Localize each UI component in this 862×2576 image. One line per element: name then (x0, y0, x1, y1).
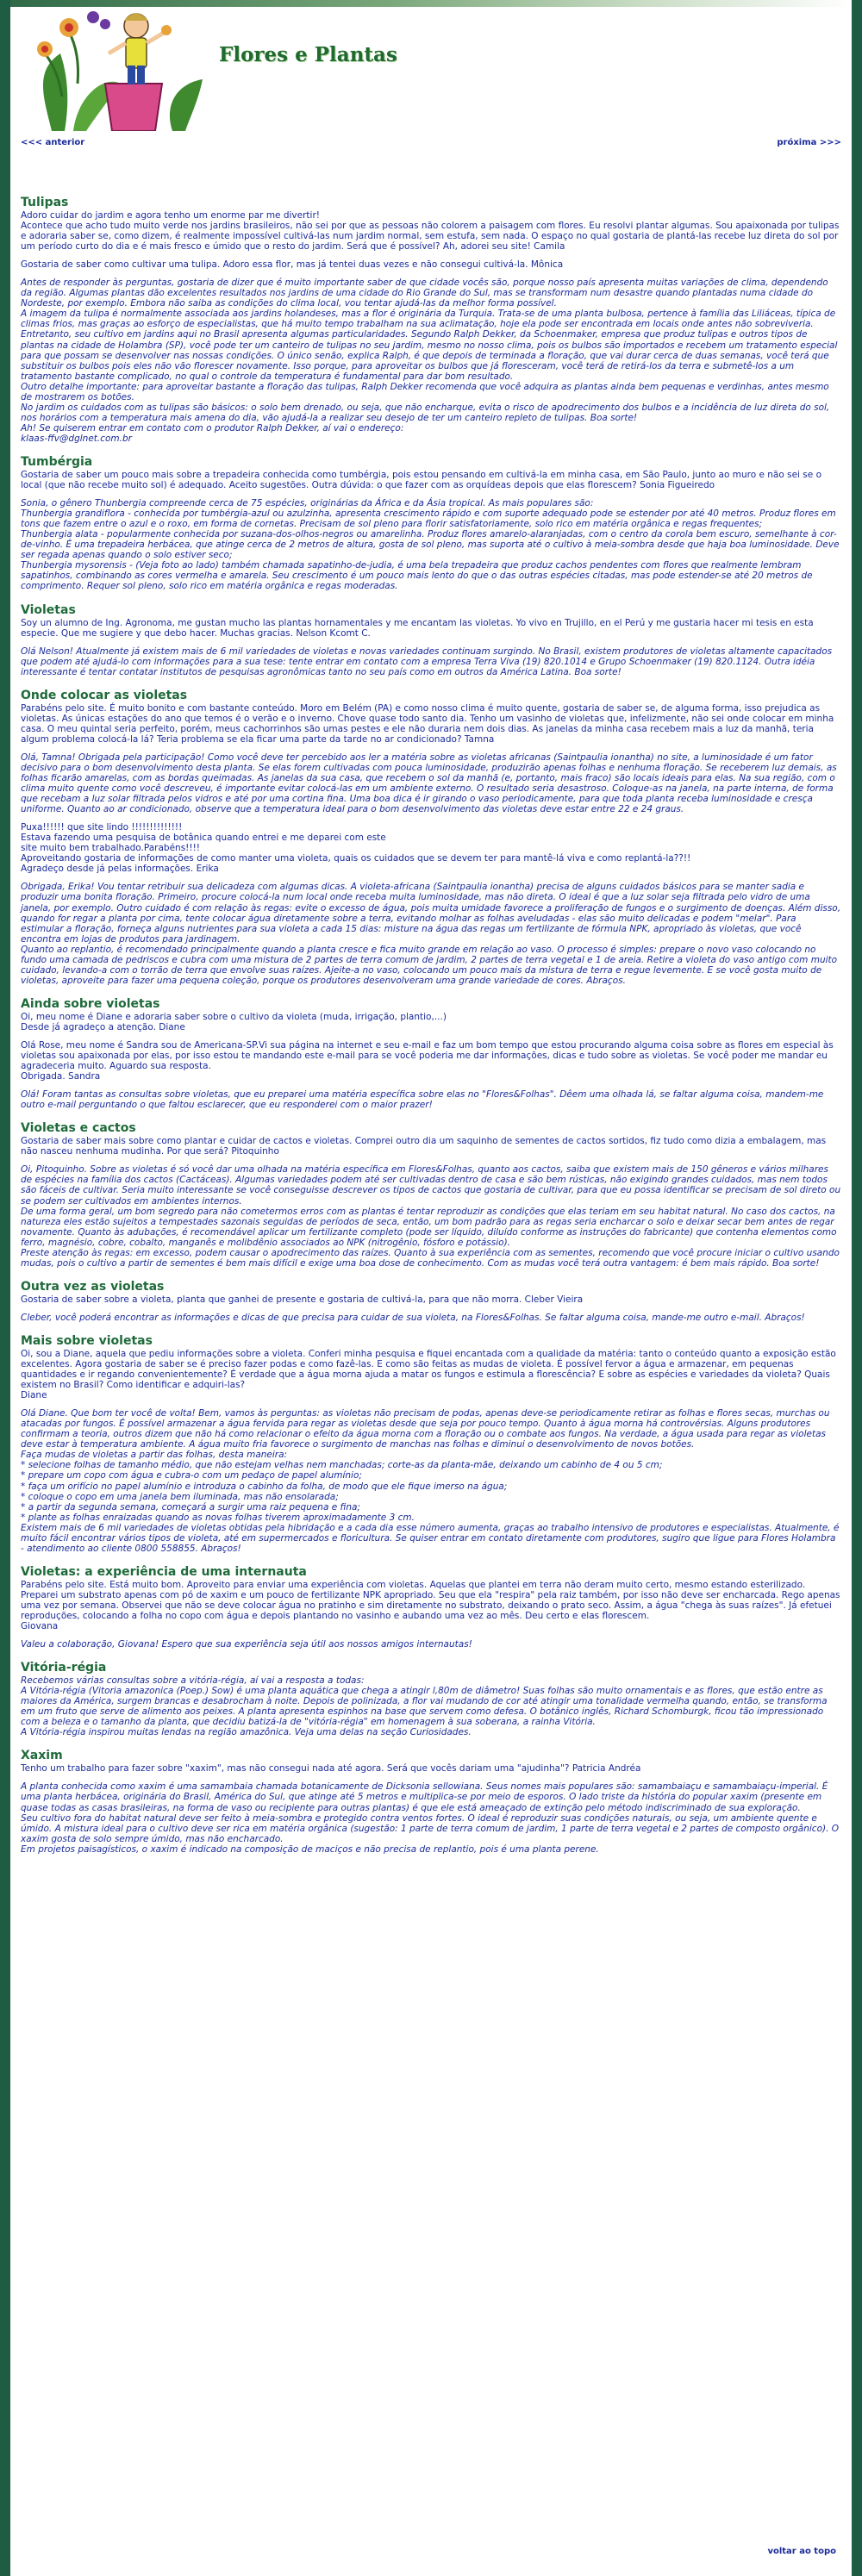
section-title: Xaxim (21, 1749, 63, 1763)
faq-section (21, 1281, 841, 1323)
faq-section (21, 604, 841, 677)
section-title: Tulipas (21, 196, 69, 209)
editor-answer: A planta conhecida como xaxim é uma samambaia chamada botanicamente de Dicksonia sellowiana. Seus nomes mais populares são: samambaiaçu e samambaiaçu-imperial. É uma planta herbácea, originária do Brasil, América do Sul, que atinge até 5 metros e multiplica-se por meio de esporos. O lado triste da história do popular xaxim (presente em quase todas as casas brasileiras, na forma de vaso ou recipiente para outras plantas) é que ele está ameaçado de extinção pelo método indiscriminado de sua exploração. Seu cultivo fora do habitat natural deve ser feito à meia-sombra e protegido contra ventos fortes. O ideal é reproduzir suas condições naturais, ou seja, um ambiente quente e úmido. A mistura ideal para o cultivo deve ser rica em matéria orgânica (sugestão: 1 parte de terra comum de jardim, 1 parte de terra vegetal e 2 partes de composto orgânico). O xaxim gosta de solo sempre úmido, mas não encharcado. Em projetos paisagísticos, o xaxim é indicado na composição de maciços e não precisa de replantio, pois é uma planta perene. (21, 1781, 840, 1855)
section-title: Violetas e cactos (21, 1121, 136, 1136)
editor-answer: Olá, Tamna! Obrigada pela participação! Como você deve ter percebido aos ler a matéria sobre as violetas africanas (Saintpaulia ionantha) no site, a luminosidade é um fator decisivo para o bom desenvolvimento desta planta. Se elas forem cultivadas com pouca luminosidade, produzirão apenas folhas e nenhuma floração. Se receberem luz demais, as folhas ficarão amarelas, com as bordas queimadas. As janelas da sua casa, que recebem o sol da manhã (e, portanto, mais fraco) são locais ideais para elas. Na sua região, com o clima muito quente como você descreveu, é importante evitar colocá-las em um ambiente externo. O resultado seria desastroso. Coloque-as na janela, na parte interna, de forma que recebam a luz solar filtrada pelos vidros e até por uma cortina fina. Uma boa dica é ir girando o vaso periodicamente, para que toda planta receba luminosidade e cresça uniforme. Quanto ao ar condicionado, observe que a temperatura ideal para o bom desenvolvimento das violetas deve estar entre 22 e 24 graus. (21, 752, 837, 815)
reader-question: Gostaria de saber sobre a violeta, planta que ganhei de presente e gostaria de cultivá-la, para que não morra. Cleber Vieira (21, 1294, 584, 1305)
next-link[interactable]: próxima >>> (777, 138, 841, 147)
faq-section (21, 1335, 841, 1554)
editor-answer: Oi, Pitoquinho. Sobre as violetas é só você dar uma olhada na matéria específica em Flores&Folhas, quanto aos cactos, saiba que existem mais de 150 gêneros e vários milhares de espécies na família dos cactos (Cactáceas). Algumas variedades podem até ser cultivadas dentro de casa e são bem rústicas, não exigindo grandes cuidados, mas nem todos são fáceis de cultivar. Seria muito interessante se você conseguisse descrever os tipos de cactos que gostaria de cultivar, para que eu possa identificar se precisam de sol direto ou se podem ser cultivados em ambientes internos. De uma forma geral, um bom segredo para não cometermos erros com as plantas é tentar reproduzir as condições que elas teriam em seu habitat natural. No caso dos cactos, na natureza eles estão sujeitos a tempestades sazonais seguidas de períodos de seca, então, um bom padrão para as regas seria encharcar o solo e deixar secar bem antes de regar novamente. Quanto às adubações, é recomendável aplicar um fertilizante completo (pode ser líquido, diluído conforme as instruções do fabricante) que contenha elementos como ferro, magnésio, cobre, cobalto, manganês e molibdênio associados ao NPK (nitrogênio, fósforo e potássio). Preste atenção às regas: em excesso, podem causar o apodrecimento das raízes. Quanto à sua experiência com as sementes, recomendo que você procure iniciar o cultivo usando mudas, pois o cultivo a partir de sementes é bem mais difícil e exige uma boa dose de conhecimento. Com as mudas você terá outra vantagem: é bem mais rápido. Boa sorte! (21, 1164, 841, 1269)
back-to-top-link[interactable]: voltar ao topo (767, 2547, 836, 2556)
reader-question: Adoro cuidar do jardim e agora tenho um enorme par me divertir! Acontece que acho tudo muito verde nos jardins brasileiros, não sei por que as pessoas não colorem a paisagem com flores. Eu resolvi plantar algumas. Sou apaixonada por tulipas e adoraria saber se, como dizem, é realmente impossível cultivá-las num jardim normal, sem estufa, sem nada. O espaço no qual gostaria de plantá-las recebe luz direta do sol por um período curto do dia e é mais fresco e úmido que o resto do jardim. Será que é possível? Ah, adorei seu site! Camila (21, 210, 840, 253)
reader-question: Puxa!!!!!! que site lindo !!!!!!!!!!!!!! Estava fazendo uma pesquisa de botânica quando entrei e me deparei com este site muito bem trabalhado.Parabéns!!!! Aproveitando gostaria de informações de como manter uma violeta, quais os cuidados que se devem ter para mantê-lá viva e como replantá-la??!! Agradeço desde já pelas informações. Erika (21, 822, 691, 875)
faq-section (21, 1662, 841, 1737)
faq-content (21, 196, 841, 1867)
reader-question: Gostaria de saber como cultivar uma tulipa. Adoro essa flor, mas já tentei duas vezes e não consegui cultivá-la. Mônica (21, 259, 564, 271)
header (10, 0, 852, 131)
page (10, 0, 852, 2576)
reader-question: Parabéns pelo site. É muito bonito e com bastante conteúdo. Moro em Belém (PA) e como nosso clima é muito quente, gostaria de saber se, de alguma forma, isso prejudica as violetas. As únicas estações do ano que temos é o verão e o inverno. Chove quase todo santo dia. Tenho um vasinho de violetas que, infelizmente, não sei onde colocar em minha casa. O meu quintal seria perfeito, porém, meus cachorrinhos são umas pestes e ele não duraria nem dois dias. As janelas da minha casa recebem mais a luz da manhã, teria algum problema colocá-la lá? Teria problema se ela ficar uma parte da tarde no ar condicionado? Tamna (21, 702, 834, 745)
faq-section (21, 1122, 841, 1269)
editor-answer: Olá Diane. Que bom ter você de volta! Bem, vamos às perguntas: as violetas não precisam de podas, apenas deve-se periodicamente retirar as folhas e flores secas, murchas ou atacadas por fungos. É possível armazenar a água fervida para regar as violetas desde que seja por pouco tempo. Quanto à água morna há controvérsias. Alguns produtores confirmam a teoria, outros dizem que não há como relacionar o efeito da água morna com a floração ou o combate aos fungos. Na verdade, a água usada para regar as violetas deve estar à temperatura ambiente. A água muito fria favorece o surgimento de manchas nas folhas e diminui o desenvolvimento de novos botões. Faça mudas de violetas a partir das folhas, desta maneira: * selecione folhas de tamanho médio, que não estejam velhas nem manchadas; corte-as da planta-mãe, deixando um cabinho de 4 ou 5 cm; * prepare um copo com água e cubra-o com um pedaço de papel alumínio; * faça um orifício no papel alumínio e introduza o cabinho da folha, de modo que ele fique imerso na água; * coloque o copo em uma janela bem iluminada, mas não ensolarada; * a partir da segunda semana, começará a surgir uma raiz pequena e fina; * plante as folhas enraizadas quando as novas folhas tiverem aproximadamente 3 cm. Existem mais de 6 mil variedades de violetas obtidas pela hibridação e a cada dia esse número aumenta, graças ao trabalho intensivo de produtores e especialistas. Atualmente, é muito fácil encontrar vários tipos de violeta, até em supermercados e floricultura. Se quiser entrar em contato diretamente com produtores, sugiro que ligue para Flores Holambra - atendimento ao cliente 0800 558855. Abraços! (21, 1408, 840, 1554)
faq-section (21, 1566, 841, 1650)
editor-answer: Olá! Foram tantas as consultas sobre violetas, que eu preparei uma matéria específica sobre elas no "Flores&Folhas". Dêem uma olhada lá, se faltar alguma coisa, mandem-me outro e-mail perguntando o que faltou esclarecer, que eu responderei com o maior prazer! (21, 1089, 824, 1111)
editor-answer: Recebemos várias consultas sobre a vitória-régia, aí vai a resposta a todas: A Vitória-régia (Vitoria amazonica (Poep.) Sow) é uma planta aquática que chega a atingir l,80m de diâmetro! Suas folhas são muito ornamentais e as flores, que estão entre as maiores da América, surgem brancas e desabrocham à noite. Depois de polinizada, a flor vai mudando de cor até atingir uma tonalidade vermelha quando, então, se transforma em um fruto que serve de alimento aos peixes. A planta apresenta espinhos na base que servem como defesa. O botânico inglês, Richard Schomburgk, ficou tão impressionado com a beleza e o tamanho da planta, que decidiu batizá-la de "vitória-régia" em homenagem à sua soberana, a rainha Vitória. A Vitória-régia inspirou muitas lendas na região amazônica. Veja uma delas na seção Curiosidades. (21, 1675, 828, 1738)
reader-question: Soy un alumno de Ing. Agronoma, me gustan mucho las plantas hornamentales y me encantam las violetas. Yo vivo en Trujillo, en el Perú y me gustaria hacer mi tesis en esta especie. Que me sugiere y que debo hacer. Muchas gracias. Nelson Kcomt C. (21, 617, 814, 639)
faq-section (21, 456, 841, 592)
reader-question: Gostaria de saber um pouco mais sobre a trepadeira conhecida como tumbérgia, pois estou pensando em cultivá-la em minha casa, em São Paulo, junto ao muro e não sei se o local (que não recebe muito sol) é adequado. Aceito sugestões. Outra dúvida: o que fazer com as orquídeas depois que elas florescem? Sonia Figueiredo (21, 469, 821, 491)
section-title: Violetas: a experiência de uma internauta (21, 1564, 307, 1579)
section-title: Tumbérgia (21, 454, 93, 469)
editor-answer: Antes de responder às perguntas, gostaria de dizer que é muito importante saber de que cidade vocês são, porque nosso país apresenta muitas variações de clima, dependendo da região. Algumas plantas dão excelentes resultados nos jardins de uma cidade do Rio Grande do Sul, mas se transformam num desastre quando plantadas numa cidade do Nordeste, por exemplo. Embora não saiba as condições do clima local, vou tentar ajudá-las da melhor forma possível. A imagem da tulipa é normalmente associada aos jardins holandeses, mas a flor é originária da Turquia. Trata-se de uma planta bulbosa, pertence à família das Liliáceas, típica de climas frios, mas graças ao esforço de especialistas, que há muito tempo trabalham na sua aclimatação, hoje ela pode ser encontrada em locais onde antes não sobreviveria. Entretanto, seu cultivo em jardins aqui no Brasil apresenta algumas particularidades. Segundo Ralph Dekker, da Schoenmaker, empresa que produz tulipas e outros tipos de plantas na cidade de Holambra (SP), você pode ter um canteiro de tulipas no seu jardim, mesmo no nosso clima, pois os bulbos são importados e recebem um tratamento especial para que possam se desenvolver nas nossas condições. O único senão, explica Ralph, é que depois de terminada a floração, que vai durar cerca de duas semanas, você terá que substituir os bulbos pois eles não vão florescer novamente. Isso porque, para aproveitar os bulbos que já floresceram, você terá de retirá-los da terra e submetê-los a um tratamento bastante complicado, no qual o controle da temperatura é fundamental para dar bom resultado. Outro detalhe importante: para aproveitar bastante a floração das tulipas, Ralph Dekker recomenda que você adquira as plantas ainda bem pequenas e verdinhas, antes mesmo de mostrarem os botões. No jardim os cuidados com as tulipas são básicos: o solo bem drenado, ou seja, que não encharque, evita o risco de apodrecimento dos bulbos e a incidência de luz direta do sol, nos horários com a temperatura mais amena do dia, vão ajudá-la a realizar seu desejo de ter um canteiro repleto de tulipas. Boa sorte! Ah! Se quiserem entrar em contato com o produtor Ralph Dekker, aí vai o endereço: klaas-ffv@dglnet.com.br (21, 278, 838, 444)
reader-question: Oi, meu nome é Diane e adoraria saber sobre o cultivo da violeta (muda, irrigação, plantio,...) Desde já agradeço a atenção. Diane (21, 1011, 447, 1032)
gardener-mascot-illustration (26, 2, 216, 131)
faq-section (21, 196, 841, 444)
nav-row (21, 138, 841, 150)
editor-answer: Valeu a colaboração, Giovana! Espero que sua experiência seja útil aos nossos amigos internautas! (21, 1639, 472, 1650)
reader-question: Oi, sou a Diane, aquela que pediu informações sobre a violeta. Conferi minha pesquisa e fiquei encantada com a qualidade da matéria: tanto o conteúdo quanto a exposição estão excelentes. Agora gostaria de saber se é preciso fazer podas e como fazê-las. E como são feitas as mudas de violeta. É possível fervor a água e armazenar, em pequenas quantidades e ir regando convenientemente? É verdade que a água morna ajuda a matar os fungos e estimula a florescência? E sobre as espécies e variedades da violeta? Quais existem no Brasil? Como identificar e adquiri-las? Diane (21, 1348, 836, 1401)
editor-answer: Obrigada, Erika! Vou tentar retribuir sua delicadeza com algumas dicas. A violeta-africana (Saintpaulia ionantha) precisa de alguns cuidados básicos para se manter sadia e produzir uma bonita floração. Primeiro, procure colocá-la num local onde receba muita luminosidade, mas não direta. O ideal é que a luz solar seja filtrada pelo vidro de uma janela, por exemplo. Outro cuidado é com relação às regas: evite o excesso de água, pois muita umidade favorece a proliferação de fungos e o surgimento de doenças. Além disso, quando for regar a planta por cima, tente colocar água diretamente sobre a terra, evitando molhar as folhas aveludadas - elas são muito delicadas e podem "melar". Para estimular a floração, forneça alguns nutrientes para sua violeta a cada 15 dias: misture na água das regas um fertilizante de fórmula NPK, apropriado às violetas, que você encontra em lojas de produtos para jardinagem. Quanto ao replantio, é recomendado principalmente quando a planta cresce e fica muito grande em relação ao vaso. O processo é simples: prepare o novo vaso colocando no fundo uma camada de pedriscos e cubra com uma mistura de 2 partes de terra comum de jardim, 2 partes de terra vegetal e 1 de areia. Retire a violeta do vaso antigo com muito cuidado, levando-a com o torrão de terra que envolve suas raízes. Ajeite-a no vaso, colocando um pouco mais da mistura de terra e regue levemente. E se você gosta muito de violetas, aproveite para fazer uma pequena coleção, porque os produtores desenvolveram uma grande variedade de cores. Abraços. (21, 882, 841, 986)
reader-question: Tenho um trabalho para fazer sobre "xaxim", mas não consegui nada até agora. Será que vocês dariam uma "ajudinha"? Patricia Andréa (21, 1763, 641, 1775)
reader-question: Olá Rose, meu nome é Sandra sou de Americana-SP.Vi sua página na internet e seu e-mail e faz um bom tempo que estou procurando alguma coisa sobre as flores em especial às violetas sou apaixonada por elas, por isso estou te mandando este e-mail para se você poderia me dar informações, dicas e tudo sobre as violetas. Se você poder me mandar eu agradeceria muito. Aguardo sua resposta. Obrigada. Sandra (21, 1040, 834, 1082)
faq-section (21, 998, 841, 1110)
previous-link[interactable]: <<< anterior (21, 138, 85, 147)
reader-question: Parabéns pelo site. Está muito bom. Aproveito para enviar uma experiência com violetas. Aquelas que plantei em terra não deram muito certo, mesmo estando esterilizado. Preparei um substrato apenas com pó de xaxim e um pouco de fertilizante NPK apropriado. Seu que ela "respira" pela raiz também, por isso não deve ser encharcada. Rego apenas uma vez por semana. Observei que não se deve colocar água no pratinho e sim diretamente no substrato, deixando o prato seco. Assim, a água "chega às suas raízes". Já efetuei reproduções, colocando a folha no copo com água e depois plantando no vasinho e aubando uma vez ao mês. Deu certo e elas florescem. Giovana (21, 1579, 840, 1632)
section-title: Ainda sobre violetas (21, 996, 160, 1011)
section-title: Outra vez as violetas (21, 1279, 165, 1294)
section-title: Vitória-régia (21, 1661, 107, 1675)
section-title: Onde colocar as violetas (21, 688, 188, 702)
reader-question: Gostaria de saber mais sobre como plantar e cuidar de cactos e violetas. Comprei outro dia um saquinho de sementes de cactos sortidos, fiz tudo como dizia a embalagem, mas não nasceu nenhuma mudinha. Por que será? Pitoquinho (21, 1136, 827, 1157)
editor-answer: Olá Nelson! Atualmente já existem mais de 6 mil variedades de violetas e novas variedades continuam surgindo. No Brasil, existem produtores de violetas altamente capacitados que podem até ajudá-lo com informações para a sua tese: tente entrar em contato com a empresa Terra Viva (19) 820.1014 e Grupo Schoenmaker (19) 820.1124. Outra idéia interessante é tentar contatar institutos de pesquisas agronômicas tanto no seu país como em outros da América Latina. Boa sorte! (21, 646, 833, 677)
faq-section (21, 689, 841, 986)
section-title: Mais sobre violetas (21, 1333, 153, 1348)
editor-answer: Cleber, você poderá encontrar as informações e dicas de que precisa para cuidar de sua violeta, na Flores&Folhas. Se faltar alguma coisa, mande-me outro e-mail. Abraços! (21, 1312, 805, 1323)
editor-answer: Sonia, o gênero Thunbergia compreende cerca de 75 espécies, originárias da África e da Ásia tropical. As mais populares são: Thunbergia grandiflora - conhecida por tumbérgia-azul ou azulzinha, apresenta crescimento rápido e com suporte adequado pode se estender por até 40 metros. Produz flores em tons que fazem entre o azul e o roxo, em forma de cornetas. Precisam de sol pleno para florir satisfatoriamente, solo rico em matéria orgânica e regas frequentes; Thunbergia alata - popularmente conhecida por suzana-dos-olhos-negros ou amarelinha. Produz flores amarelo-alaranjadas, com o centro da corola bem escuro, semelhante à cor-de-vinho. É uma trepadeira herbácea, que atinge cerca de 2 metros de altura, gosta de sol pleno, mas suporta até o cultivo à meia-sombra desde que haja boa luminosidade. Deve ser regada apenas quando o solo estiver seco; Thunbergia mysorensis - (Veja foto ao lado) também chamada sapatinho-de-judia, é uma bela trepadeira que produz cachos pendentes com flores que realmente lembram sapatinhos, combinando as cores vermelha e amarela. Seu crescimento é um pouco mais lento do que o das outras espécies citadas, mas pode estender-se até 20 metros de comprimento. Requer sol pleno, solo rico em matéria orgânica e regas moderadas. (21, 498, 840, 592)
site-title: Flores e Plantas (219, 43, 397, 66)
section-title: Violetas (21, 602, 76, 617)
faq-section (21, 1750, 841, 1854)
